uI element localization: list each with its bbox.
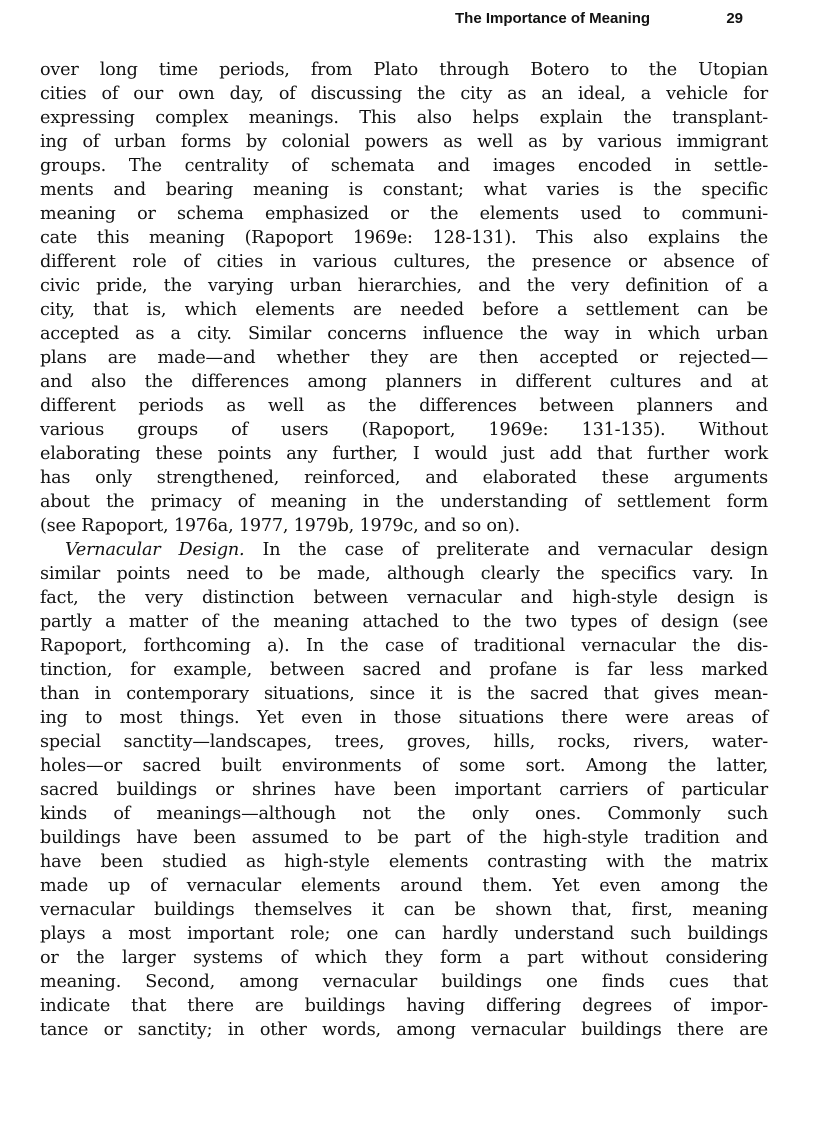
text-line: fact, the very distinction between vernacular and high-style design is — [40, 588, 768, 608]
text-line-content: In the case of preliterate and vernacular design — [262, 540, 768, 560]
text-line: Rapoport, forthcoming a). In the case of traditional vernacular the dis- — [40, 636, 768, 656]
text-line: buildings have been assumed to be part of the high-style tradition and — [40, 828, 768, 848]
text-line: meaning or schema emphasized or the elements used to communi- — [40, 204, 768, 224]
text-line: cities of our own day, of discussing the city as an ideal, a vehicle for — [40, 84, 768, 104]
text-line: ing of urban forms by colonial powers as well as by various immigrant — [40, 132, 768, 152]
page-number: 29 — [726, 10, 743, 27]
text-line: accepted as a city. Similar concerns influence the way in which urban — [40, 324, 768, 344]
text-line: ments and bearing meaning is constant; what varies is the specific — [40, 180, 768, 200]
text-line: special sanctity—landscapes, trees, groves, hills, rocks, rivers, water- — [40, 732, 768, 752]
text-line: made up of vernacular elements around them. Yet even among the — [40, 876, 768, 896]
text-line: cate this meaning (Rapoport 1969e: 128-131). This also explains the — [40, 228, 768, 248]
section-heading: Vernacular Design. — [65, 540, 245, 560]
text-line: has only strengthened, reinforced, and elaborated these arguments — [40, 468, 768, 488]
text-line: or the larger systems of which they form a part without considering — [40, 948, 768, 968]
running-header — [455, 8, 765, 32]
running-title: The Importance of Meaning — [455, 10, 651, 27]
text-line: indicate that there are buildings having differing degrees of impor- — [40, 996, 768, 1016]
text-line: over long time periods, from Plato through Botero to the Utopian — [40, 60, 768, 80]
text-line: various groups of users (Rapoport, 1969e: 131-135). Without — [40, 420, 768, 440]
text-line: meaning. Second, among vernacular buildings one finds cues that — [40, 972, 768, 992]
text-line: sacred buildings or shrines have been important carriers of particular — [40, 780, 768, 800]
text-line: and also the differences among planners in different cultures and at — [40, 372, 768, 392]
text-line: plays a most important role; one can hardly understand such buildings — [40, 924, 768, 944]
text-line: civic pride, the varying urban hierarchies, and the very definition of a — [40, 276, 768, 296]
text-line: city, that is, which elements are needed before a settlement can be — [40, 300, 768, 320]
text-line: ing to most things. Yet even in those situations there were areas of — [40, 708, 768, 728]
text-line: than in contemporary situations, since it is the sacred that gives mean- — [40, 684, 768, 704]
text-line — [40, 538, 768, 562]
text-line: groups. The centrality of schemata and images encoded in settle- — [40, 156, 768, 176]
body-text — [40, 58, 768, 1042]
text-line: plans are made—and whether they are then accepted or rejected— — [40, 348, 768, 368]
text-line: elaborating these points any further, I would just add that further work — [40, 444, 768, 464]
text-line: tance or sanctity; in other words, among vernacular buildings there are — [40, 1020, 768, 1040]
text-line: have been studied as high-style elements contrasting with the matrix — [40, 852, 768, 872]
text-line: different periods as well as the differences between planners and — [40, 396, 768, 416]
text-line: expressing complex meanings. This also helps explain the transplant- — [40, 108, 768, 128]
text-line: holes—or sacred built environments of some sort. Among the latter, — [40, 756, 768, 776]
text-line: partly a matter of the meaning attached to the two types of design (see — [40, 612, 768, 632]
text-line: different role of cities in various cultures, the presence or absence of — [40, 252, 768, 272]
text-line: similar points need to be made, although clearly the specifics vary. In — [40, 564, 768, 584]
text-line: about the primacy of meaning in the understanding of settlement form — [40, 492, 768, 512]
text-line: tinction, for example, between sacred and profane is far less marked — [40, 660, 768, 680]
text-line: (see Rapoport, 1976a, 1977, 1979b, 1979c, and so on). — [40, 516, 520, 536]
text-line: vernacular buildings themselves it can be shown that, first, meaning — [40, 900, 768, 920]
text-line: kinds of meanings—although not the only ones. Commonly such — [40, 804, 768, 824]
